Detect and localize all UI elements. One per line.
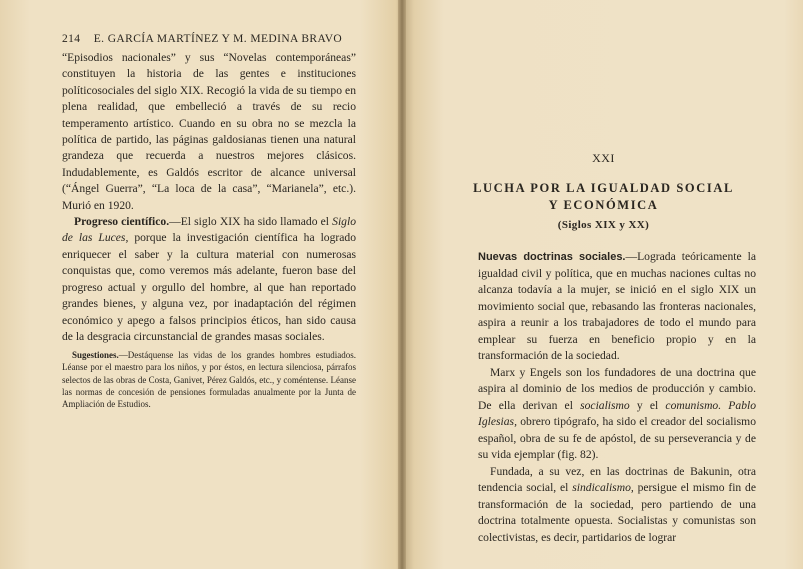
paragraph-text: “Episodios nacionales” y sus “Novelas contemporáneas” constituyen la historia de las gentes e instituciones políticosociales del siglo XIX. Recogió la vida de su tiempo en plena realidad, que embelleció a través de su recio temperamento artístico. Cuando en su obra no se mezcla la política de partido, las páginas galdosianas tienen una natural grandeza que recuerda a nuestros mejores clásicos. Indudablemente, es Galdós escritor de alcance universal (“Ángel Guerra”, “La loca de la casa”, “Marianela”, etc.). Murió en 1920. (62, 51, 356, 212)
chapter-title (404, 180, 803, 214)
right-body-text (478, 249, 756, 546)
italic-phrase: sindicalismo, (572, 481, 634, 494)
paragraph-nuevas-doctrinas (478, 249, 756, 365)
paragraph-text: —El siglo XIX ha sido llamado el (169, 215, 333, 229)
chapter-number: XXI (592, 151, 615, 165)
paragraph-text: y el (629, 398, 666, 412)
running-head-text: E. GARCÍA MARTÍNEZ Y M. MEDINA BRAVO (93, 33, 343, 45)
chapter-subtitle: (Siglos XIX y XX) (557, 219, 650, 231)
paragraph-progreso (62, 214, 356, 345)
paragraph-bakunin (478, 464, 756, 547)
italic-phrase: Siglo de las Luces, (62, 215, 356, 245)
paragraph-text: Marx y Engels son los fundadores de una doctrina que aspira al dominio de los medios de producción y cambio. De ella derivan el (478, 365, 756, 412)
suggestions-note (62, 349, 356, 410)
note-heading: Sugestiones. (72, 350, 119, 360)
paragraph-galdos (62, 50, 356, 214)
section-heading-progreso: Progreso científico. (74, 215, 170, 229)
italic-phrase: socialismo (580, 398, 630, 412)
paragraph-text: porque la investigación científica ha logrado enriquecer el saber y la cultura material con numerosas conquistas que, como veremos más adelante, fueron base del progreso actual y orgullo del hombre, al que han reportado grandes bienes, y alguna vez, por inadaptación del régimen económico y apego a falsos principios éticos, han sido causa de la desgracia circunstancial de grandes masas sociales. (62, 231, 356, 343)
section-heading-nuevas: Nuevas doctrinas sociales. (478, 251, 626, 263)
chapter-title-line: LUCHA POR LA IGUALDAD SOCIAL (473, 181, 734, 195)
paragraph-text: Fundada, a su vez, en las doctrinas de Bakunin, otra tendencia social, el (478, 464, 756, 494)
paragraph-text: persigue el mismo fin de transformación de la sociedad, pero partiendo de una doctrina totalmente opuesta. Socialistas y comunistas son colectivistas, es decir, partidarios de lograr (478, 481, 756, 544)
paragraph-text: —Lograda teóricamente la igualdad civil y política, que en muchas naciones cultas no alcanza todavía a la mujer, se inició en el siglo XIX un movimiento social que, rebasando las fronteras nacionales, aspira a reunir a los trabajadores de todo el mundo para emplear su fuerza en beneficio propio y en la transformación de la sociedad. (478, 250, 757, 362)
page-number: 214 (62, 33, 81, 45)
running-head (62, 33, 362, 45)
paragraph-text: obrero tipógrafo, ha sido el creador del socialismo español, obra de su fe de apóstol, de su perseverancia y de su vida ejemplar (fig. 82). (478, 415, 756, 461)
italic-phrase: comunismo. Pablo Iglesias, (478, 398, 757, 428)
left-body-text (62, 50, 356, 345)
book-gutter (398, 0, 406, 569)
chapter-title-line: Y ECONÓMICA (548, 198, 659, 212)
note-text: —Destáquense las vidas de los grandes hombres estudiados. Léanse por el maestro para los niños, y por éstos, en lectura silenciosa, párrafos selectos de las obras de Costa, Ganivet, Pérez Galdós, etc., y coméntense. Léanse las normas de concesión de pensiones formuladas anualmente por la Junta de Ampliación de Estudios. (62, 350, 356, 410)
paragraph-marx-engels (478, 365, 756, 464)
